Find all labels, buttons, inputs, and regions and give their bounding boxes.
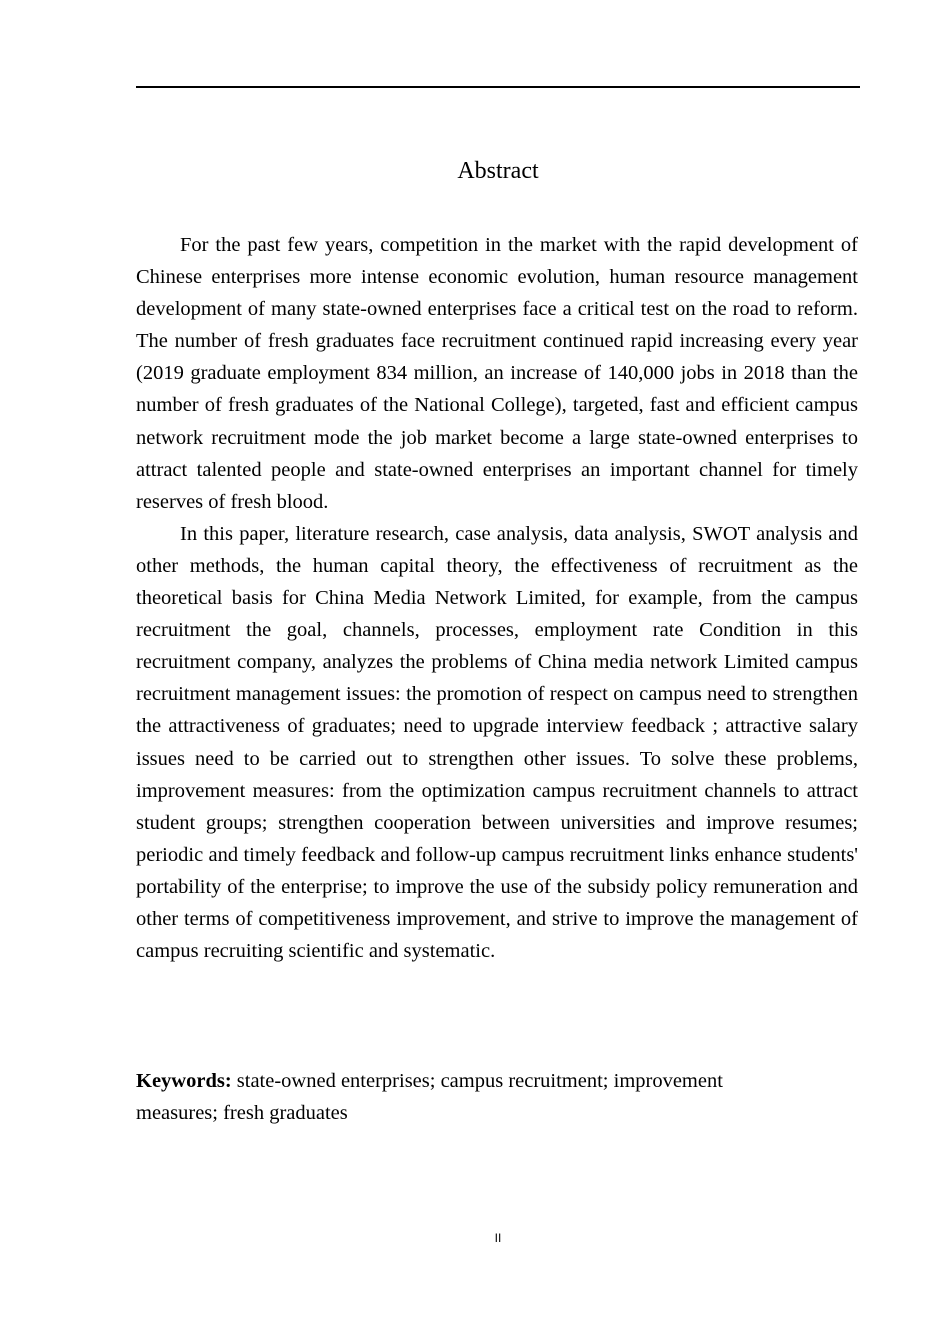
keywords-label: Keywords:	[136, 1070, 232, 1092]
keywords-value: state-owned enterprises; campus recruitment; improvement measures; fresh graduates	[136, 1070, 723, 1124]
page-number: II	[494, 1231, 502, 1245]
abstract-title: Abstract	[457, 158, 539, 184]
abstract-paragraph-2: In this paper, literature research, case analysis, data analysis, SWOT analysis and other methods, the human capital theory, the effectiveness of recruitment as the theoretical basis for China Media Network Limited, for example, from the campus recruitment the goal, channels, processes, employment rate Condition in this recruitment company, analyzes the problems of China media network Limited campus recruitment management issues: the promotion of respect on campus need to strengthen the attractiveness of graduates; need to upgrade interview feedback ; attractive salary issues need to be carried out to strengthen other issues. To solve these problems, improvement measures: from the optimization campus recruitment channels to attract student groups; strengthen cooperation between universities and improve resumes; periodic and timely feedback and follow-up campus recruitment links enhance students' portability of the enterprise; to improve the use of the subsidy policy remuneration and other terms of competitiveness improvement, and strive to improve the management of campus recruiting scientific and systematic.	[136, 522, 858, 963]
abstract-paragraph-1: For the past few years, competition in the market with the rapid development of Chinese enterprises more intense economic evolution, human resource management development of many state-owned enterprises face a critical test on the road to reform. The number of fresh graduates face recruitment continued rapid increasing every year (2019 graduate employment 834 million, an increase of 140,000 jobs in 2018 than the number of fresh graduates of the National College), targeted, fast and efficient campus network recruitment mode the job market become a large state-owned enterprises to attract talented people and state-owned enterprises an important channel for timely reserves of fresh blood.	[136, 234, 858, 513]
header-rule	[136, 86, 860, 88]
keywords-section	[136, 1065, 786, 1129]
abstract-body	[136, 229, 858, 967]
